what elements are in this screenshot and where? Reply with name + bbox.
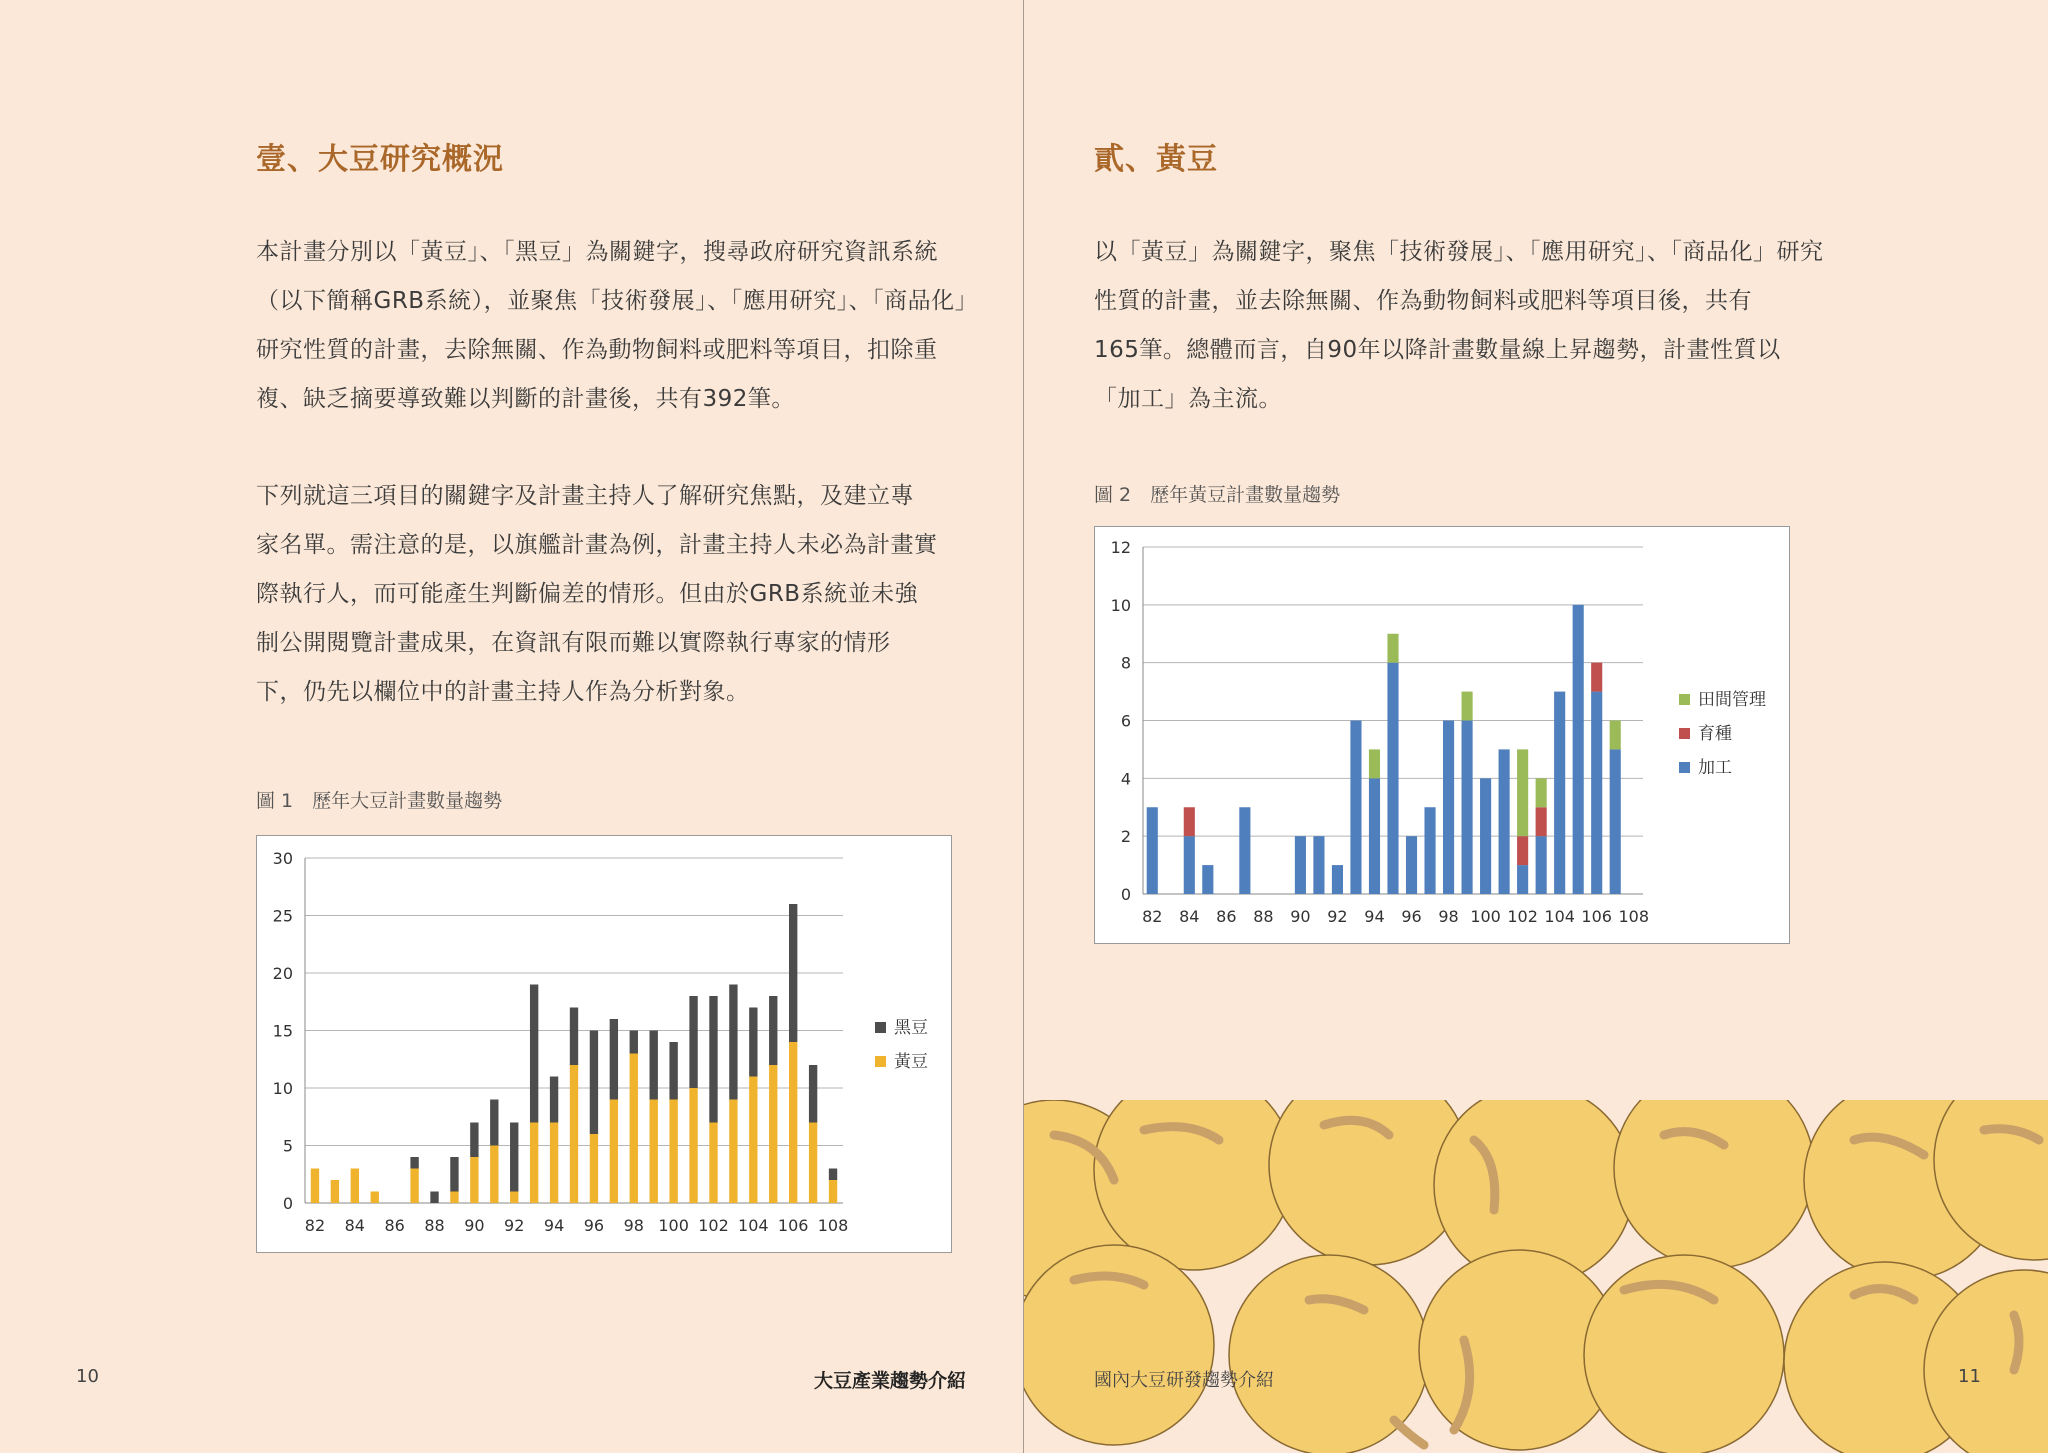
chart-2-svg — [1095, 527, 1789, 943]
bar-segment-加工-82 — [1147, 807, 1158, 894]
bar-segment-黑豆-94 — [550, 1077, 558, 1123]
bar-segment-育種-103 — [1536, 807, 1547, 836]
x-tick-label: 100 — [658, 1216, 689, 1235]
legend-label: 黑豆 — [894, 1018, 928, 1038]
bar-segment-黃豆-98 — [630, 1054, 638, 1204]
text-line: 165筆。總體而言，自90年以降計畫數量線上昇趨勢，計畫性質以 — [1094, 337, 1781, 363]
bar-segment-黃豆-100 — [669, 1100, 677, 1204]
bar-segment-田間管理-95 — [1387, 634, 1398, 663]
bar-segment-黑豆-90 — [470, 1123, 478, 1158]
bar-segment-黃豆-82 — [311, 1169, 319, 1204]
running-title-left: 大豆產業趨勢介紹 — [814, 1370, 967, 1392]
y-tick-label: 10 — [272, 1079, 293, 1098]
y-tick-label: 2 — [1120, 827, 1131, 847]
figure-1-chart — [256, 835, 952, 1253]
bar-segment-黃豆-85 — [371, 1192, 379, 1204]
left-page — [0, 0, 1023, 1453]
method-paragraph — [256, 472, 938, 717]
bar-segment-加工-102 — [1517, 865, 1528, 894]
page-number-left: 10 — [76, 1366, 99, 1387]
text-line: 家名單。需注意的是，以旗艦計畫為例，計畫主持人未必為計畫實 — [256, 532, 938, 558]
bar-segment-田間管理-103 — [1536, 778, 1547, 807]
bar-segment-黃豆-87 — [410, 1169, 418, 1204]
bar-segment-黃豆-94 — [550, 1123, 558, 1204]
legend-swatch — [1679, 762, 1690, 773]
x-tick-label: 88 — [424, 1216, 445, 1235]
bar-segment-黃豆-95 — [570, 1065, 578, 1203]
bar-segment-黃豆-97 — [610, 1100, 618, 1204]
text-line: 以「黃豆」為關鍵字，聚焦「技術發展」、「應用研究」、「商品化」研究 — [1094, 239, 1824, 265]
bar-segment-加工-101 — [1499, 749, 1510, 894]
x-tick-label: 104 — [1544, 907, 1575, 926]
bar-segment-黃豆-92 — [510, 1192, 518, 1204]
x-tick-label: 86 — [384, 1216, 405, 1235]
bar-segment-黑豆-98 — [630, 1031, 638, 1054]
bar-segment-黃豆-96 — [590, 1134, 598, 1203]
bar-segment-加工-93 — [1350, 721, 1361, 895]
bar-segment-加工-95 — [1387, 663, 1398, 894]
x-tick-label: 96 — [1401, 907, 1422, 926]
bar-segment-加工-91 — [1313, 836, 1324, 894]
text-line: 「加工」為主流。 — [1094, 386, 1282, 412]
bar-segment-加工-97 — [1424, 807, 1435, 894]
bar-segment-黑豆-107 — [809, 1065, 817, 1123]
bar-segment-黑豆-88 — [430, 1192, 438, 1204]
text-line: 際執行人，而可能產生判斷偏差的情形。但由於GRB系統並未強 — [256, 581, 919, 607]
bar-segment-加工-104 — [1554, 692, 1565, 894]
section-heading-1: 壹、大豆研究概況 — [256, 142, 504, 177]
bar-segment-黑豆-91 — [490, 1100, 498, 1146]
bar-segment-黑豆-108 — [829, 1169, 837, 1181]
figure-2-chart — [1094, 526, 1790, 944]
bar-segment-黑豆-99 — [650, 1031, 658, 1100]
y-tick-label: 0 — [282, 1194, 293, 1213]
soybean-paragraph — [1094, 228, 1824, 424]
bar-segment-黑豆-104 — [749, 1008, 757, 1077]
bar-segment-育種-84 — [1184, 807, 1195, 836]
bar-segment-加工-96 — [1406, 836, 1417, 894]
x-tick-label: 82 — [1142, 907, 1163, 926]
legend-label: 田間管理 — [1698, 690, 1766, 710]
bar-segment-加工-87 — [1239, 807, 1250, 894]
bar-segment-加工-99 — [1462, 721, 1473, 895]
bar-segment-黃豆-102 — [709, 1123, 717, 1204]
y-tick-label: 8 — [1120, 653, 1131, 673]
bar-segment-加工-85 — [1202, 865, 1213, 894]
x-tick-label: 94 — [1364, 907, 1385, 926]
bar-segment-加工-100 — [1480, 778, 1491, 894]
bar-segment-黃豆-103 — [729, 1100, 737, 1204]
bar-segment-黃豆-99 — [650, 1100, 658, 1204]
bar-segment-育種-106 — [1591, 663, 1602, 692]
chart-1-svg — [257, 836, 951, 1252]
x-tick-label: 106 — [1581, 907, 1612, 926]
soybean-illustration — [1024, 1100, 2048, 1453]
x-tick-label: 92 — [504, 1216, 525, 1235]
bar-segment-黑豆-101 — [689, 996, 697, 1088]
x-tick-label: 86 — [1216, 907, 1237, 926]
x-tick-label: 100 — [1470, 907, 1501, 926]
bar-segment-加工-98 — [1443, 721, 1454, 895]
text-line: 制公開閱覽計畫成果，在資訊有限而難以實際執行專家的情形 — [256, 630, 891, 656]
legend-label: 黃豆 — [894, 1052, 928, 1072]
bar-segment-田間管理-99 — [1462, 692, 1473, 721]
intro-paragraph — [256, 228, 978, 424]
text-line: 下列就這三項目的關鍵字及計畫主持人了解研究焦點，及建立專 — [256, 483, 914, 509]
bar-segment-黃豆-93 — [530, 1123, 538, 1204]
bar-segment-黃豆-108 — [829, 1180, 837, 1203]
bar-segment-田間管理-94 — [1369, 749, 1380, 778]
text-line: 下，仍先以欄位中的計畫主持人作為分析對象。 — [256, 679, 750, 705]
bar-segment-田間管理-107 — [1610, 721, 1621, 750]
y-tick-label: 0 — [1120, 885, 1131, 904]
legend-swatch — [875, 1022, 886, 1033]
page-number-right: 11 — [1958, 1366, 1981, 1387]
x-tick-label: 102 — [1507, 907, 1538, 926]
bar-segment-黑豆-103 — [729, 985, 737, 1100]
bar-segment-黃豆-83 — [331, 1180, 339, 1203]
bar-segment-加工-106 — [1591, 692, 1602, 894]
text-line: 本計畫分別以「黃豆」、「黑豆」為關鍵字，搜尋政府研究資訊系統 — [256, 239, 938, 265]
running-title-right: 國內大豆研發趨勢介紹 — [1094, 1370, 1274, 1391]
bar-segment-黃豆-105 — [769, 1065, 777, 1203]
bar-segment-加工-92 — [1332, 865, 1343, 894]
x-tick-label: 84 — [1179, 907, 1200, 926]
bar-segment-黑豆-89 — [450, 1157, 458, 1192]
x-tick-label: 82 — [304, 1216, 326, 1235]
x-tick-label: 108 — [1618, 907, 1650, 926]
text-line: 複、缺乏摘要導致難以判斷的計畫後，共有392筆。 — [256, 386, 795, 412]
bar-segment-黑豆-96 — [590, 1031, 598, 1135]
y-tick-label: 4 — [1120, 769, 1131, 789]
bar-segment-黃豆-107 — [809, 1123, 817, 1204]
bar-segment-黑豆-87 — [410, 1157, 418, 1169]
bar-segment-黑豆-93 — [530, 985, 538, 1123]
x-tick-label: 92 — [1327, 907, 1348, 926]
x-tick-label: 94 — [543, 1216, 565, 1235]
bar-segment-育種-102 — [1517, 836, 1528, 865]
x-tick-label: 102 — [698, 1216, 729, 1235]
bar-segment-黑豆-92 — [510, 1123, 518, 1192]
y-tick-label: 20 — [272, 964, 293, 983]
bar-segment-黑豆-97 — [610, 1019, 618, 1100]
x-tick-label: 104 — [738, 1216, 769, 1235]
bar-segment-加工-90 — [1295, 836, 1306, 894]
right-page — [1024, 0, 2048, 1453]
bar-segment-黃豆-106 — [789, 1042, 797, 1203]
bar-segment-田間管理-102 — [1517, 749, 1528, 836]
x-tick-label: 90 — [464, 1216, 485, 1235]
figure-1-caption: 圖 1 歷年大豆計畫數量趨勢 — [256, 790, 503, 812]
bar-segment-黃豆-90 — [470, 1157, 478, 1203]
y-tick-label: 30 — [272, 849, 293, 868]
text-line: 研究性質的計畫，去除無關、作為動物飼料或肥料等項目，扣除重 — [256, 337, 938, 363]
x-tick-label: 88 — [1253, 907, 1274, 926]
legend-swatch — [1679, 728, 1690, 739]
y-tick-label: 15 — [272, 1021, 293, 1041]
text-line: （以下簡稱GRB系統），並聚焦「技術發展」、「應用研究」、「商品化」 — [256, 288, 979, 314]
y-tick-label: 6 — [1120, 711, 1131, 731]
bar-segment-黑豆-106 — [789, 904, 797, 1042]
x-tick-label: 106 — [777, 1216, 809, 1235]
bar-segment-黑豆-100 — [669, 1042, 677, 1100]
x-tick-label: 84 — [344, 1216, 365, 1235]
x-tick-label: 96 — [583, 1216, 605, 1235]
legend-swatch — [875, 1056, 886, 1067]
section-heading-2: 貳、黃豆 — [1094, 142, 1218, 177]
y-tick-label: 10 — [1110, 595, 1131, 615]
bar-segment-黃豆-89 — [450, 1192, 458, 1204]
y-tick-label: 12 — [1110, 538, 1131, 557]
x-tick-label: 98 — [1438, 907, 1459, 926]
bar-segment-黑豆-102 — [709, 996, 717, 1123]
bar-segment-加工-105 — [1573, 605, 1584, 894]
bar-segment-黃豆-91 — [490, 1146, 498, 1204]
bar-segment-黃豆-101 — [689, 1088, 697, 1203]
bar-segment-加工-94 — [1369, 778, 1380, 894]
bar-segment-黃豆-84 — [351, 1169, 359, 1204]
x-tick-label: 108 — [817, 1216, 849, 1235]
legend-label: 育種 — [1698, 724, 1732, 744]
y-tick-label: 5 — [282, 1136, 293, 1156]
bar-segment-加工-103 — [1536, 836, 1547, 894]
figure-2-caption: 圖 2 歷年黃豆計畫數量趨勢 — [1094, 484, 1341, 506]
bar-segment-黃豆-104 — [749, 1077, 757, 1204]
bar-segment-加工-84 — [1184, 836, 1195, 894]
y-tick-label: 25 — [272, 906, 293, 926]
bar-segment-加工-107 — [1610, 749, 1621, 894]
x-tick-label: 98 — [623, 1216, 644, 1235]
legend-swatch — [1679, 694, 1690, 705]
x-tick-label: 90 — [1290, 907, 1311, 926]
bar-segment-黑豆-95 — [570, 1008, 578, 1066]
bar-segment-黑豆-105 — [769, 996, 777, 1065]
legend-label: 加工 — [1698, 758, 1732, 778]
text-line: 性質的計畫，並去除無關、作為動物飼料或肥料等項目後，共有 — [1094, 288, 1752, 314]
